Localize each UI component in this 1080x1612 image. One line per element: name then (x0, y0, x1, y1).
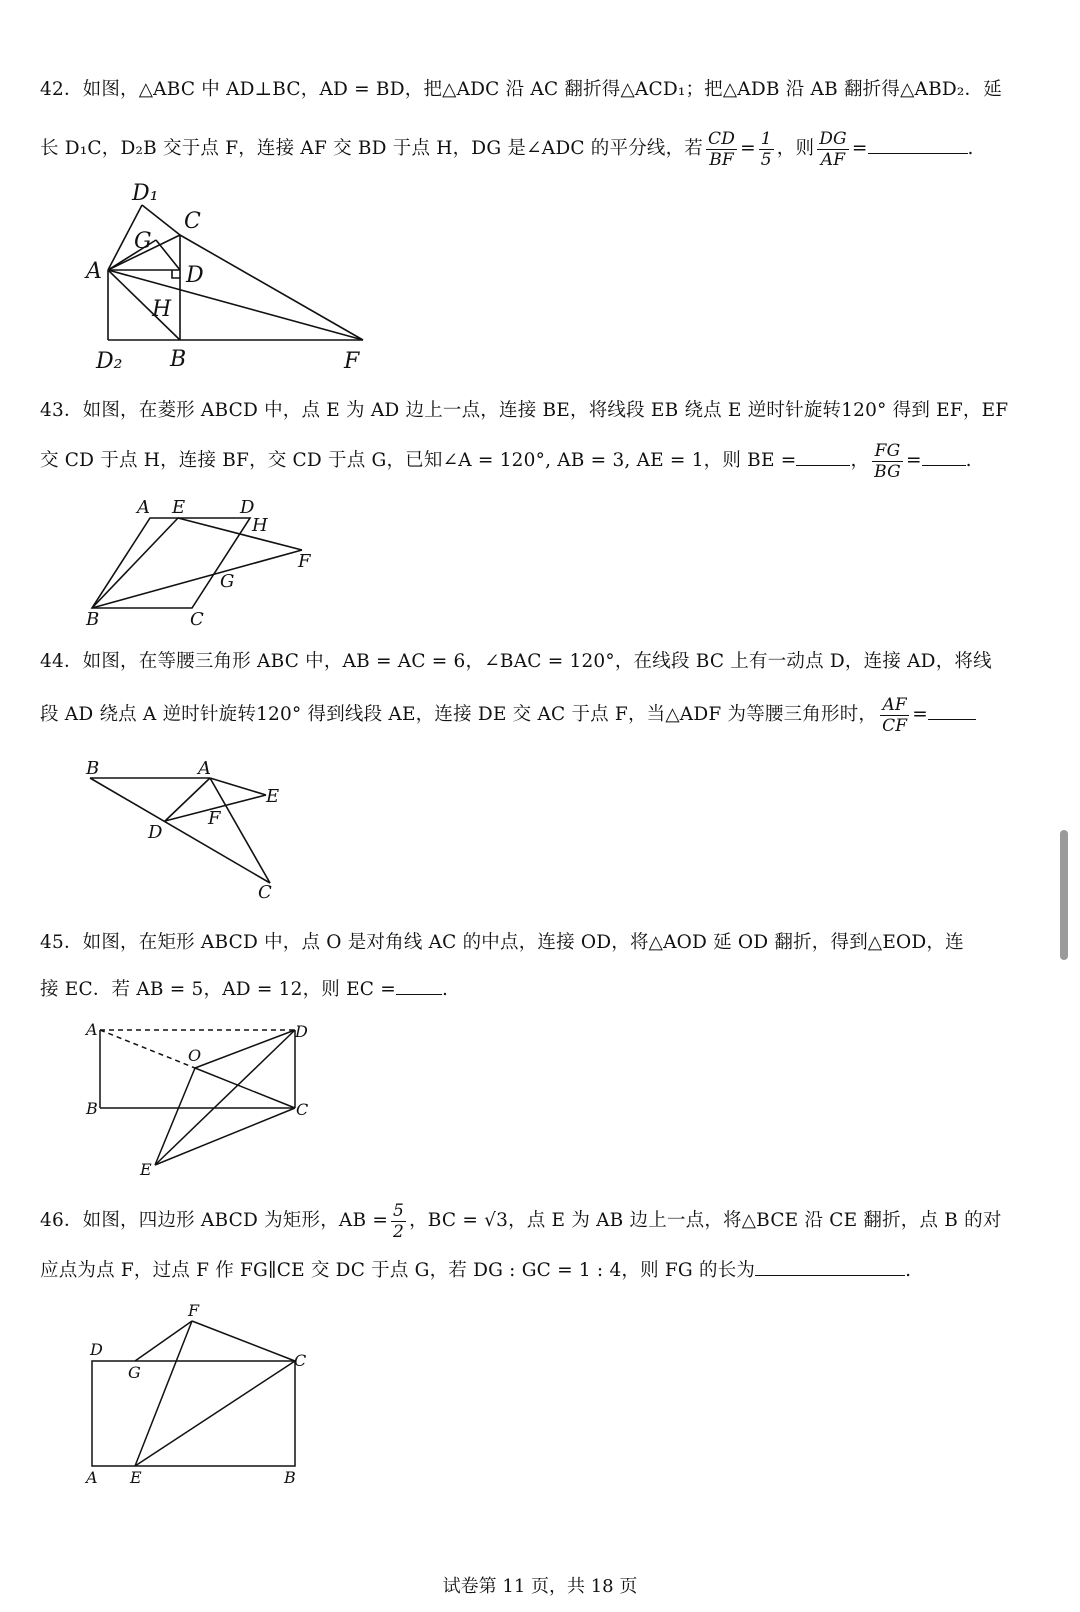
q46-text-2: 应点为点 F，过点 F 作 FG∥CE 交 DC 于点 G，若 DG : GC = 1 : 4，则 FG 的长为 (40, 1260, 756, 1281)
q42-label-a: A (86, 259, 102, 284)
q42-label-d1: D₁ (132, 181, 159, 206)
q44-line1 (40, 649, 1025, 675)
q43-line1 (40, 398, 1025, 424)
q44-figure (80, 758, 320, 908)
q45-label-d: D (295, 1022, 308, 1041)
q44-line2: 段 AD 绕点 A 逆时针旋转120° 得到线段 AE，连接 DE 交 AC 于点 F，当△ADF 为等腰三角形时， $\frac{AF}{CF}$ = (40, 690, 1025, 740)
q42-line1 (40, 77, 1025, 103)
q42-label-d2: D₂ (96, 349, 123, 374)
q45-label-e: E (140, 1160, 152, 1179)
q43-label-h: H (252, 515, 268, 536)
q46-fraction-5-2: $\frac{5}{2}$ (393, 1200, 405, 1242)
q44-text-1: 44．如图，在等腰三角形 ABC 中，AB = AC = 6，∠BAC = 120°，在线段 BC 上有一动点 D，连接 AD，将线 (40, 651, 992, 672)
q45-line1 (40, 930, 1025, 956)
q43-label-f: F (298, 551, 311, 572)
q42-label-c: C (184, 209, 201, 234)
q43-answer-blank-be[interactable] (796, 447, 850, 466)
q44-label-c: C (258, 882, 272, 903)
q46-label-e: E (130, 1468, 142, 1487)
q44-label-f: F (208, 808, 221, 829)
q42-answer-blank[interactable] (868, 135, 968, 154)
q45-label-b: B (86, 1099, 98, 1118)
q46-label-g: G (128, 1363, 141, 1382)
q46-text-1b: ，BC = √3，点 E 为 AB 边上一点，将△BCE 沿 CE 翻折，点 B 的对 (409, 1210, 1002, 1231)
q45-label-o: O (188, 1046, 202, 1065)
q44-label-b: B (86, 758, 100, 779)
q44-answer-blank[interactable] (928, 701, 976, 720)
page-footer: 试卷第 11 页，共 18 页 (442, 1576, 638, 1597)
q44-text-2: 段 AD 绕点 A 逆时针旋转120° 得到线段 AE，连接 DE 交 AC 于点 F，当△ADF 为等腰三角形时， (40, 704, 878, 725)
q43-line2: 交 CD 于点 H，连接 BF，交 CD 于点 G，已知∠A = 120°, AB = 3, AE = 1，则 BE = ， $\frac{FG}{BG}$ = . (40, 440, 972, 482)
q42-label-b: B (170, 347, 187, 372)
q46-label-a: A (86, 1468, 98, 1487)
q43-fraction-fg-bg: $\frac{FG}{BG}$ (874, 440, 901, 482)
q42-text-2: 长 D₁C，D₂B 交于点 F，连接 AF 交 BD 于点 H，DG 是∠ADC 的平分线，若 (40, 138, 704, 159)
q42-line2: 长 D₁C，D₂B 交于点 F，连接 AF 交 BD 于点 H，DG 是∠ADC 的平分线，若 $\frac{CD}{BF}$ = $\frac{1}{5}$ ，则 $\frac{DG}{AF}$ = . (40, 128, 974, 170)
q42-fraction-1-5: $\frac{1}{5}$ (760, 128, 772, 170)
q43-label-a: A (137, 497, 150, 518)
q43-label-d: D (240, 497, 255, 518)
q44-fraction-af-cf: $\frac{AF}{CF}$ (882, 694, 908, 736)
q43-label-b: B (86, 609, 100, 630)
q45-figure (80, 1015, 340, 1185)
q43-answer-blank-ratio[interactable] (922, 447, 966, 466)
q43-text-2: 交 CD 于点 H，连接 BF，交 CD 于点 G，已知∠A = 120°, AB = 3, AE = 1，则 BE = (40, 450, 797, 471)
q43-figure (80, 495, 340, 635)
q44-label-e: E (266, 786, 280, 807)
q42-label-d: D (186, 263, 204, 288)
q46-label-c: C (294, 1351, 307, 1370)
q45-label-c: C (296, 1100, 309, 1119)
q46-label-b: B (284, 1468, 296, 1487)
q46-line2: 应点为点 F，过点 F 作 FG∥CE 交 DC 于点 G，若 DG : GC = 1 : 4，则 FG 的长为 . (40, 1257, 1025, 1284)
q46-label-f: F (188, 1301, 200, 1320)
q44-label-d: D (148, 822, 163, 843)
q42-fraction-dg-af: $\frac{DG}{AF}$ (819, 128, 847, 170)
q42-label-g: G (134, 229, 152, 254)
vertical-scrollbar[interactable] (1060, 830, 1068, 960)
q46-label-d: D (90, 1340, 103, 1359)
q45-text-2: 接 EC．若 AB = 5，AD = 12，则 EC = (40, 979, 396, 1000)
q45-line2: 接 EC．若 AB = 5，AD = 12，则 EC = . (40, 976, 1025, 1003)
q43-label-e: E (172, 497, 186, 518)
q42-fraction-cd-bf: $\frac{CD}{BF}$ (708, 128, 736, 170)
q43-label-c: C (190, 609, 204, 630)
q46-text-1a: 46．如图，四边形 ABCD 为矩形，AB = (40, 1210, 389, 1231)
q45-label-a: A (86, 1020, 98, 1039)
q46-answer-blank[interactable] (755, 1257, 905, 1276)
q42-figure (80, 180, 380, 380)
q45-text-1: 45．如图，在矩形 ABCD 中，点 O 是对角线 AC 的中点，连接 OD，将△AOD 延 OD 翻折，得到△EOD，连 (40, 932, 964, 953)
q42-text-1: 42．如图，△ABC 中 AD⊥BC，AD = BD，把△ADC 沿 AC 翻折得△ACD₁；把△ADB 沿 AB 翻折得△ABD₂．延 (40, 79, 1002, 100)
q43-label-g: G (220, 571, 235, 592)
q46-line1 (40, 1196, 1025, 1246)
q42-label-h: H (152, 297, 172, 322)
q44-label-a: A (198, 758, 211, 779)
q45-answer-blank[interactable] (396, 976, 442, 995)
q46-figure (80, 1300, 340, 1495)
q43-text-1: 43．如图，在菱形 ABCD 中，点 E 为 AD 边上一点，连接 BE，将线段 EB 绕点 E 逆时针旋转120° 得到 EF，EF (40, 400, 1009, 421)
q42-label-f: F (344, 349, 360, 374)
